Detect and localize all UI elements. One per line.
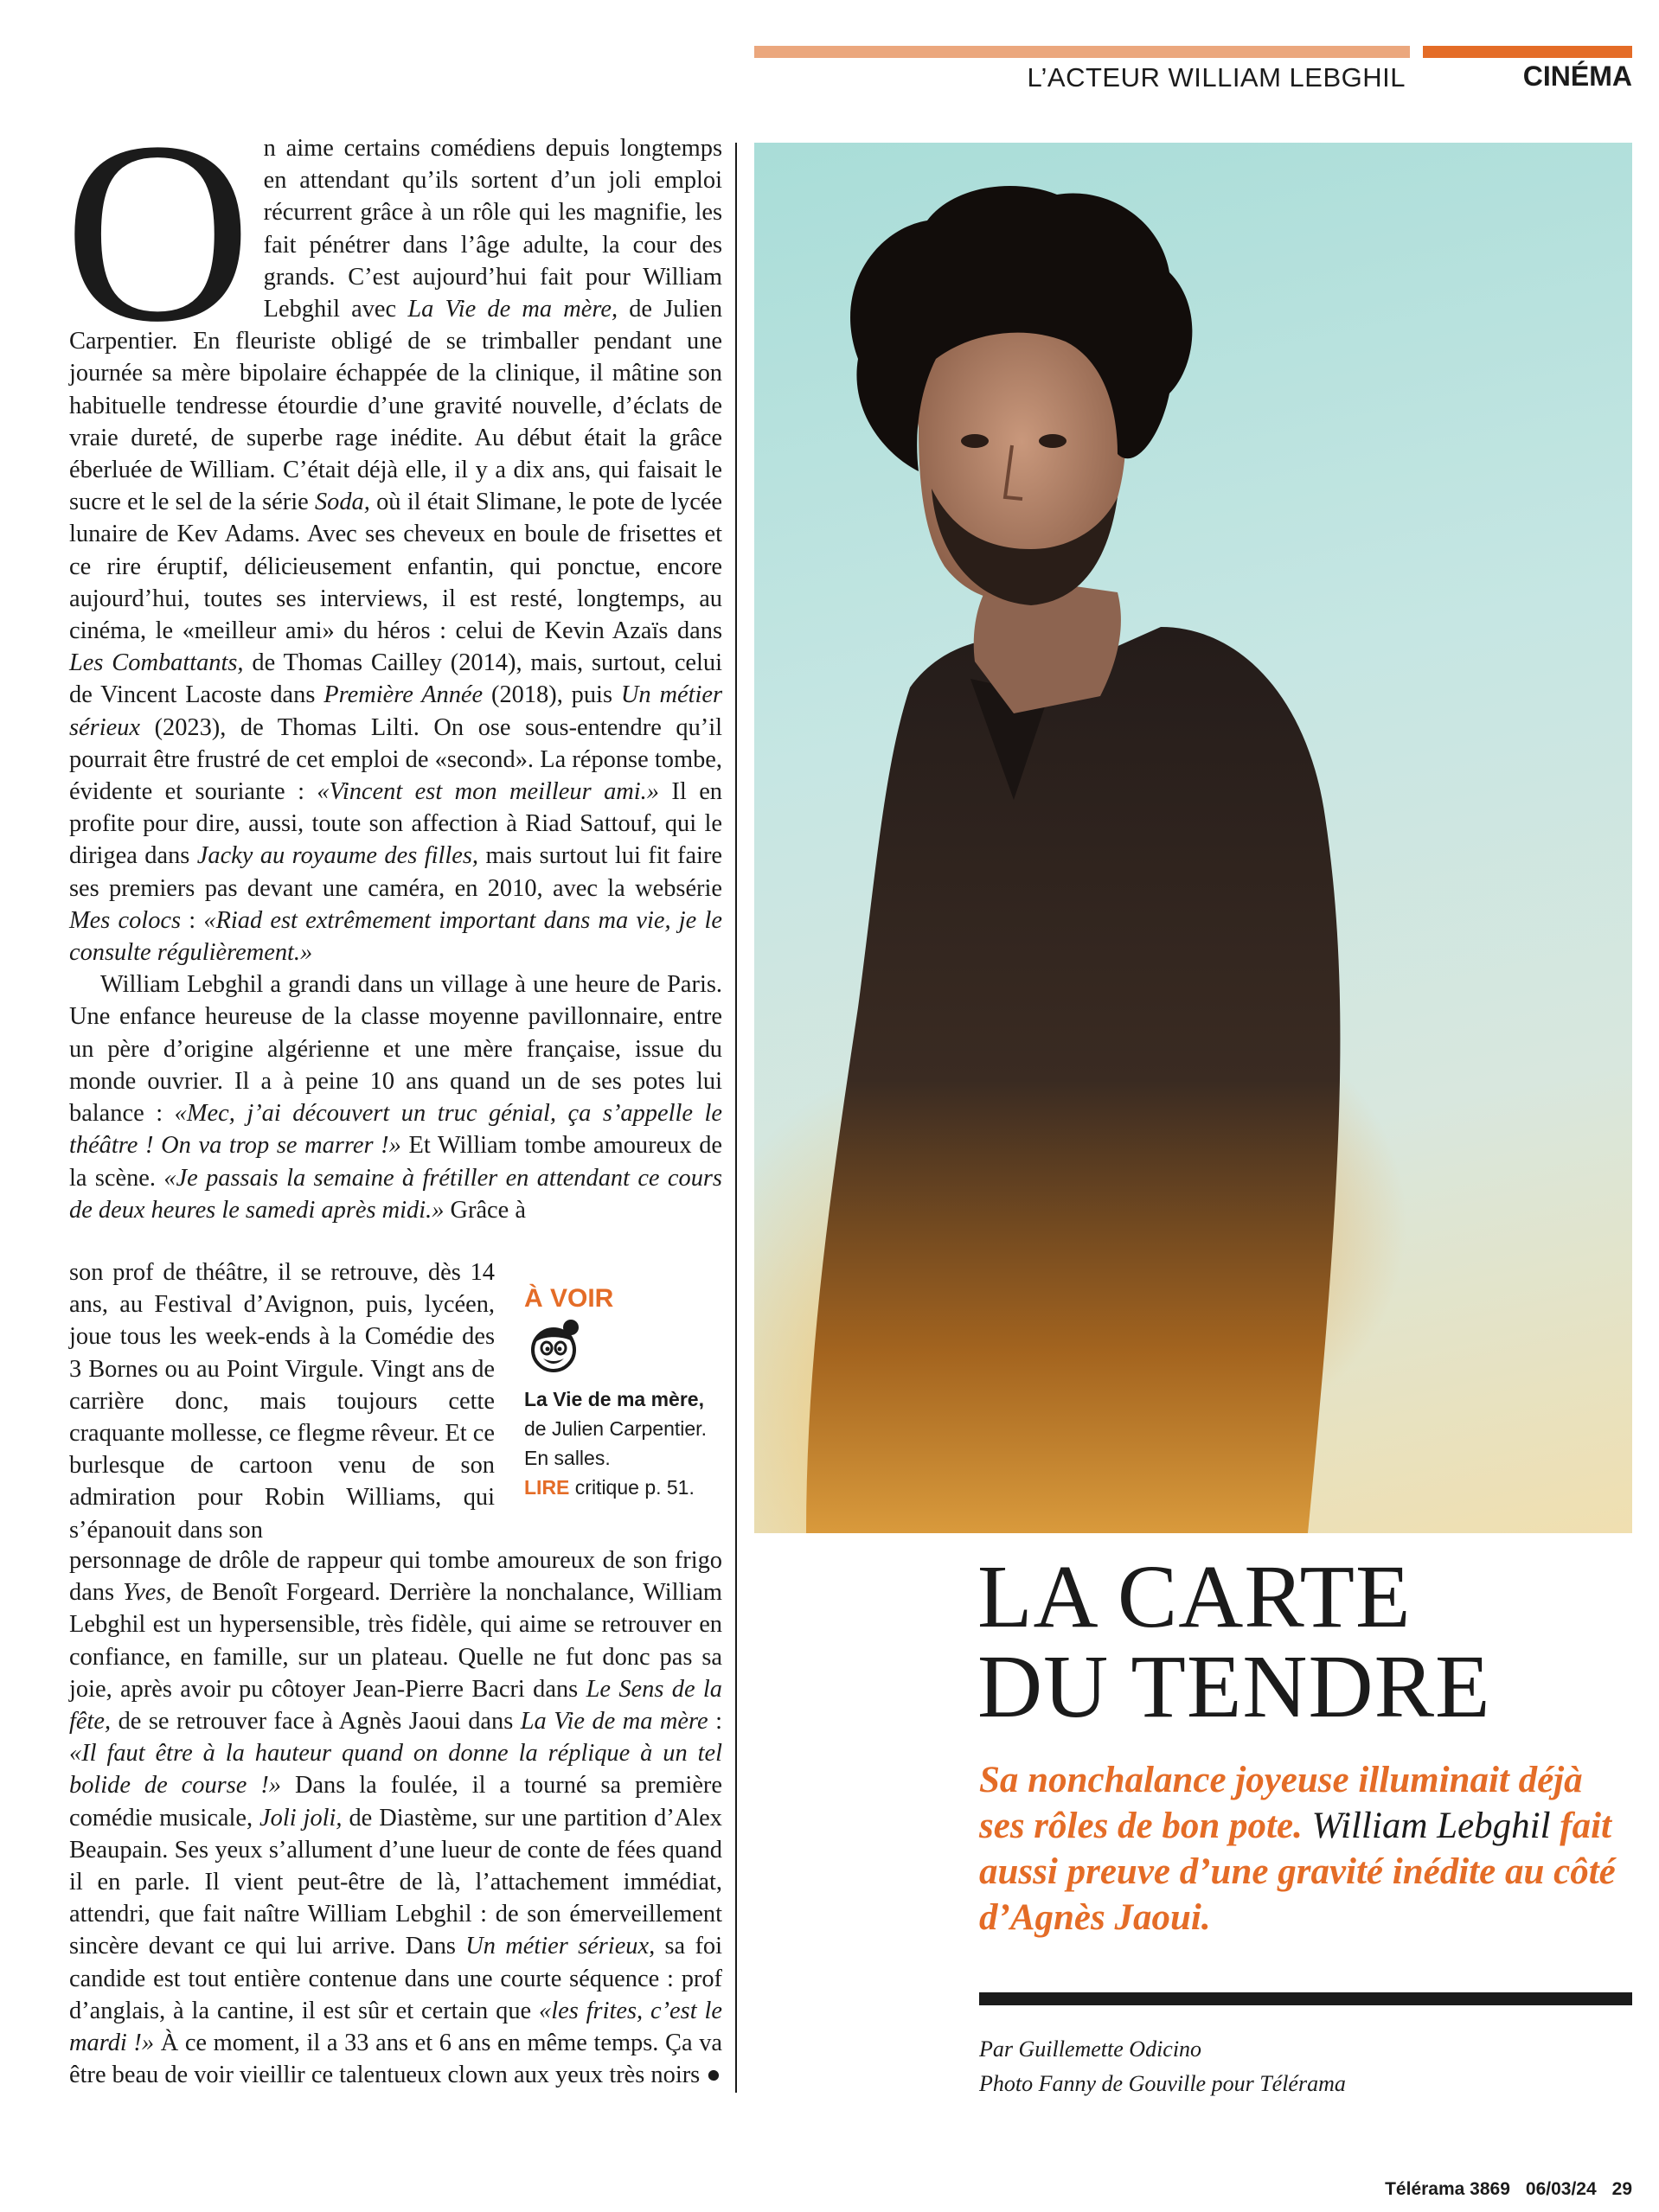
italic-run: Joli joli, (259, 1804, 343, 1832)
paragraph-2-continued (69, 1256, 495, 1546)
page-number: 29 (1611, 2179, 1632, 2199)
paragraph-2-text (69, 971, 722, 1223)
standfirst-part-2: fait aussi preuve d’une gravité inédite au côté d’Agnès Jaoui. (979, 1806, 1616, 1938)
text-run: Grâce à (444, 1196, 526, 1224)
standfirst (979, 1757, 1637, 1940)
text-run: (2018), puis (483, 681, 621, 709)
standfirst-part-1: Sa nonchalance joyeuse illuminait déjà ses rôles de bon pote. (979, 1760, 1583, 1846)
headline (977, 1547, 1635, 1736)
section-label: L’ACTEUR WILLIAM LEBGHIL (1027, 62, 1406, 93)
page-footer (1124, 2179, 1632, 2200)
italic-run: Mes colocs (69, 906, 182, 934)
text-run: de Julien Carpentier. En fleuriste obligé de se trimballer pendant une journée sa mère bipolaire échappée de la clinique, il mâtine son habituelle tendresse étourdie d’une gravité nouvelle, d’éclats de vraie dureté, de superbe rage inédite. Au début était la grâce éberluée de William. C’était déjà elle, il y a dix ans, qui faisait le sucre et le sel de la série (69, 296, 723, 516)
paragraph-2-mid-text (69, 1259, 495, 1544)
text-run: de Benoît Forgeard. Derrière la nonchalance, William Lebghil est un hypersensible, très fidèle, qui aime se retrouver en confiance, en famille, sur un plateau. Quelle ne fut donc pas sa joie, après avoir pu côtoyer Jean-Pierre Bacri dans (69, 1579, 723, 1703)
headline-line-1: LA CARTE (977, 1547, 1412, 1646)
lire-text: critique p. 51. (574, 1476, 695, 1499)
a-voir-details (524, 1384, 732, 1502)
text-run: mais surtout lui fit faire ses premiers pas devant une caméra, en 2010, avec la websérie (69, 842, 722, 902)
italic-run: «Je passais la semaine à frétiller en attendant ce cours de deux heures le samedi après midi.» (69, 1164, 722, 1224)
italic-run: Jacky au royaume des filles, (196, 842, 479, 870)
italic-run: «les frites, c’est le mardi !» (69, 1997, 722, 2057)
article-body-bottom (69, 1544, 722, 2091)
standfirst-name: William Lebghil (1311, 1806, 1551, 1846)
drop-cap: O (64, 88, 252, 375)
text-run: : (181, 906, 204, 934)
italic-run: La Vie de ma mère (520, 1708, 708, 1736)
italic-run: Les Combattants, (69, 649, 244, 677)
film-title: La Vie de ma mère, (524, 1388, 704, 1410)
text-run: Et William tombe amoureux de la scène. (69, 1132, 722, 1192)
text-run: William Lebghil a grandi dans un village à une heure de Paris. Une enfance heureuse de la classe moyenne pavillonnaire, entre un père d’origine algérienne et une mère française, issue du monde ouvrier. Il a à peine 10 ans quand un de ses potes lui balance : (69, 971, 722, 1128)
column-divider (735, 143, 737, 2093)
category-label: CINÉMA (1522, 61, 1632, 92)
text-run: de Diastème, sur une partition d’Alex Beaupain. Ses yeux s’allument d’une lueur de conte de fées quand il en parle. Il vient peut-être de là, l’attachement immédiat, attendri, que fait naître William Lebghil : de son émerveillement sincère devant ce qui lui arrive. Dans (69, 1804, 722, 1960)
lire-label: LIRE (524, 1476, 570, 1499)
portrait-illustration (754, 143, 1632, 1533)
author-credit: Par Guillemette Odicino (979, 2036, 1202, 2062)
text-run: Dans la foulée, il a tourné sa première comédie musicale, (69, 1772, 722, 1832)
text-run: de se retrouver face à Agnès Jaoui dans (111, 1708, 521, 1736)
film-release: En salles. (524, 1447, 611, 1469)
paragraph-2-end (69, 1544, 722, 2091)
italic-run: «Riad est extrêmement important dans ma vie, je le consulte régulièrement.» (69, 906, 722, 967)
italic-run: Un métier sérieux (69, 681, 722, 741)
text-run: de Thomas Cailley (2014), mais, surtout, celui de Vincent Lacoste dans (69, 649, 723, 709)
text-run: son prof de théâtre, il se retrouve, dès 14 ans, au Festival d’Avignon, puis, lycéen, joue tous les week-ends à la Comédie des 3 Bornes ou au Point Virgule. Vingt ans de carrière donc, mais toujours cette craquante mollesse, ce flegme rêveur. Et ce burlesque de cartoon venu de son admiration pour Robin Williams, qui s’épanouit dans son (69, 1259, 495, 1544)
italic-run: «Vincent est mon meilleur ami.» (317, 778, 659, 806)
italic-run: Le Sens de la fête, (69, 1675, 722, 1736)
text-run: : (708, 1708, 723, 1736)
headline-line-2: DU TENDRE (977, 1637, 1491, 1736)
a-voir-box (524, 1284, 732, 1502)
text-run: (2023), de Thomas Lilti. On ose sous-entendre qu’il pourrait être frustré de cet emploi de «second». La réponse tombe, évidente et souriante : (69, 713, 722, 806)
article-body-top (64, 88, 723, 1226)
italic-run: Yves, (122, 1579, 172, 1607)
italic-run: «Mec, j’ai découvert un truc génial, ça s’appelle le théâtre ! On va trop se marrer !» (69, 1100, 722, 1160)
header-rule-orange (1423, 46, 1632, 58)
issue-date: 06/03/24 (1525, 2179, 1597, 2199)
italic-run: La Vie de ma mère, (407, 296, 618, 323)
italic-run: Soda, (314, 489, 370, 516)
text-run: Il en profite pour dire, aussi, toute son affection à Riad Sattouf, qui le dirigea dans (69, 778, 722, 870)
film-director: de Julien Carpentier. (524, 1417, 707, 1440)
text-run: n aime certains comédiens depuis longtemps en attendant qu’ils sortent d’un joli emploi récurrent grâce à un rôle qui les magnifie, les fait pénétrer dans l’âge adulte, la cour des grands. C’est aujourd’hui fait pour William Lebghil avec (263, 135, 722, 323)
text-run: où il était Slimane, le pote de lycée lunaire de Kev Adams. Avec ses cheveux en boule de frisettes et ce rire éruptif, délicieusement enfantin, qui ponctue, encore aujourd’hui, toutes ses interviews, il est resté, longtemps, au cinéma, le «meilleur ami» du héros : celui de Kevin Azaïs dans (69, 489, 722, 645)
magazine-issue: Télérama 3869 (1385, 2179, 1510, 2199)
paragraph-2 (69, 969, 722, 1226)
header-rule-peach (754, 46, 1410, 58)
italic-run: «Il faut être à la hauteur quand on donne la réplique à un tel bolide de course !» (69, 1740, 722, 1800)
happy-face-icon (524, 1317, 586, 1379)
article-body-wrap (69, 1256, 495, 1546)
text-run: À ce moment, il a 33 ans et 6 ans en même temps. Ça va être beau de voir vieillir ce talentueux clown aux yeux très noirs (69, 2030, 722, 2089)
end-mark: ● (706, 2062, 721, 2089)
text-run: personnage de drôle de rappeur qui tombe amoureux de son frigo dans (69, 1547, 722, 1607)
paragraph-1 (64, 88, 723, 969)
italic-run: Première Année (323, 681, 484, 709)
photo-credit: Photo Fanny de Gouville pour Télérama (979, 2071, 1346, 2096)
text-run: sa foi candide est tout entière contenue dans une courte séquence : prof d’anglais, à la cantine, il est sûr et certain que (69, 1933, 722, 2024)
italic-run: Un métier sérieux, (465, 1933, 656, 1960)
standfirst-rule (979, 1992, 1632, 2005)
lire-reference (524, 1473, 732, 1502)
portrait-photo (754, 143, 1632, 1533)
paragraph-2-end-text (69, 1547, 722, 2088)
a-voir-heading: À VOIR (524, 1284, 614, 1313)
